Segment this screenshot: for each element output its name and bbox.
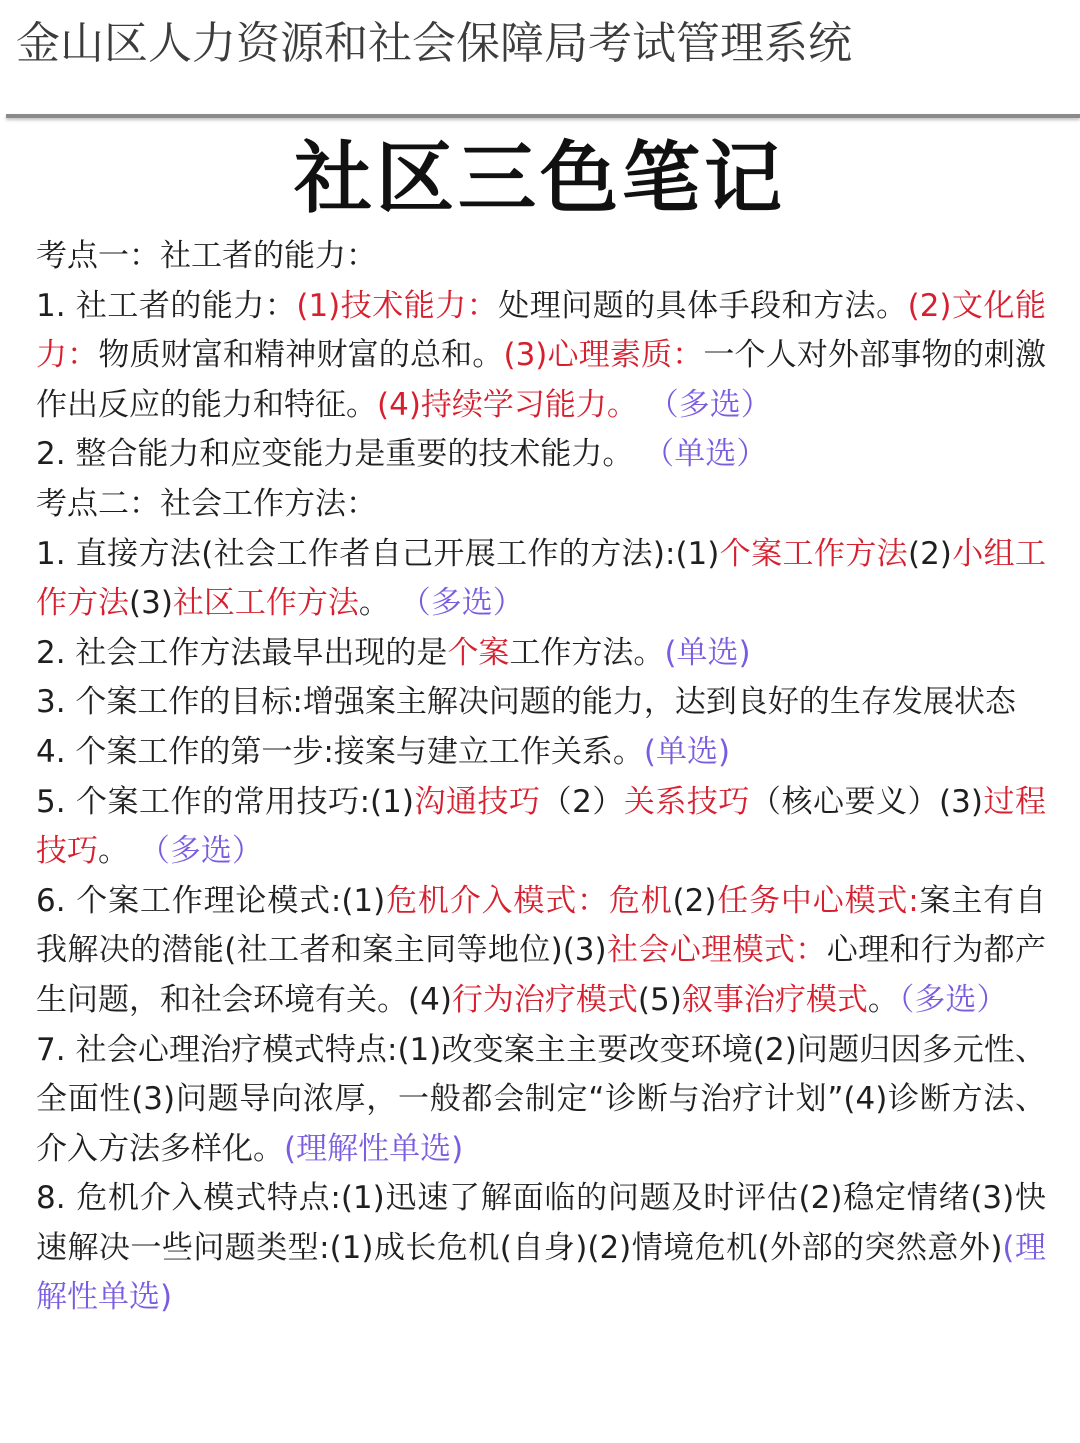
- note-text: 心理和行为都产生问题，和社会环境有关。(4): [36, 932, 1047, 1018]
- key-term: 沟通技巧: [413, 783, 541, 820]
- note-paragraph: [36, 1174, 1046, 1323]
- note-text: 6. 个案工作理论模式:(1): [36, 882, 386, 919]
- note-text: 考点一：社工者的能力：: [36, 238, 377, 274]
- note-text: （核心要义）(3): [749, 783, 983, 820]
- header-divider: [6, 114, 1080, 118]
- note-text: 2. 整合能力和应变能力是重要的技术能力。: [36, 436, 634, 473]
- note-paragraph: [36, 778, 1046, 877]
- note-paragraph: [36, 678, 1046, 728]
- question-type-tag: (单选): [643, 733, 731, 770]
- key-term: 社会心理模式：: [606, 932, 827, 969]
- note-text: 1. 社工者的能力：: [36, 287, 297, 324]
- note-text: 考点二：社会工作方法：: [36, 485, 377, 522]
- note-text: 7. 社会心理治疗模式特点:(1)改变案主主要改变环境(2)问题归因多元性、全面性(3)问题导向浓厚，一般都会制定“诊断与治疗计划”(4)诊断方法、介入方法多样化。: [36, 1031, 1046, 1167]
- notes-content: [36, 232, 1046, 1323]
- note-text: 8. 危机介入模式特点:(1)迅速了解面临的问题及时评估(2)稳定情绪(3)快速解决一些问题类型:(1)成长危机(自身)(2)情境危机(外部的突然意外): [36, 1180, 1046, 1266]
- key-term: (1)技术能力：: [296, 287, 499, 324]
- note-text: (3): [129, 585, 173, 622]
- note-paragraph: [36, 877, 1046, 1026]
- note-text: 处理问题的具体手段和方法。: [498, 287, 908, 324]
- note-paragraph: [36, 232, 1046, 282]
- app-title: 金山区人力资源和社会保障局考试管理系统: [16, 18, 852, 69]
- note-text: 1. 直接方法(社会工作者自己开展工作的方法):(1): [36, 535, 720, 572]
- note-text: 物质财富和精神财富的总和。: [98, 337, 504, 374]
- note-text: 5. 个案工作的常用技巧:(1): [36, 783, 414, 820]
- note-paragraph: [36, 1026, 1046, 1175]
- note-text: (2): [907, 535, 952, 572]
- question-type-tag: （多选）: [637, 386, 772, 423]
- note-paragraph: [36, 282, 1046, 431]
- key-term: 个案: [447, 634, 510, 671]
- key-term: 叙事治疗模式: [681, 981, 868, 1018]
- note-text: (2): [672, 882, 717, 919]
- app-header: [0, 0, 1080, 112]
- key-term: 任务中心模式:: [716, 882, 919, 919]
- note-text: 一个人对外部事物的刺激作出反应的能力和特征。: [36, 337, 1047, 423]
- question-type-tag: (理解性单选): [36, 1229, 1046, 1316]
- note-text: 。: [98, 833, 129, 870]
- key-term: 行为治疗模式: [451, 981, 638, 1018]
- key-term: 社区工作方法: [172, 585, 359, 622]
- question-type-tag: （多选）: [389, 585, 524, 622]
- key-term: 个案工作方法: [719, 535, 908, 572]
- note-text: 4. 个案工作的第一步:接案与建立工作关系。: [36, 733, 644, 770]
- key-term: (2)文化能力：: [36, 287, 1046, 374]
- question-type-tag: （多选）: [898, 981, 1008, 1018]
- key-term: 危机介入模式：危机: [385, 882, 673, 919]
- key-term: 关系技巧: [623, 783, 750, 820]
- note-paragraph: [36, 480, 1046, 530]
- note-paragraph: [36, 430, 1046, 480]
- key-term: (3)心理素质：: [503, 337, 704, 374]
- note-paragraph: [36, 629, 1046, 679]
- note-text: 3. 个案工作的目标:增强案主解决问题的能力，达到良好的生存发展状态: [36, 684, 1016, 721]
- question-type-tag: （单选）: [633, 436, 768, 473]
- note-paragraph: [36, 530, 1046, 629]
- page-title: 社区三色笔记: [293, 134, 786, 224]
- note-text: 案主有自我解决的潜能(社工者和案主同等地位)(3): [36, 882, 1047, 969]
- question-type-tag: （多选）: [129, 833, 263, 870]
- note-text: 2. 社会工作方法最早出现的是: [36, 634, 448, 671]
- key-term: 过程技巧: [36, 783, 1046, 870]
- note-text: 工作方法。: [509, 634, 665, 671]
- note-text: 。: [358, 585, 390, 622]
- note-text: 。: [867, 981, 899, 1018]
- key-term: 小组工作方法: [36, 535, 1046, 622]
- question-type-tag: (理解性单选): [284, 1130, 464, 1167]
- question-type-tag: (单选): [664, 634, 751, 671]
- note-text: （2）: [540, 783, 624, 820]
- note-text: (5): [637, 981, 682, 1018]
- key-term: (4)持续学习能力。: [377, 386, 638, 423]
- note-paragraph: [36, 728, 1046, 778]
